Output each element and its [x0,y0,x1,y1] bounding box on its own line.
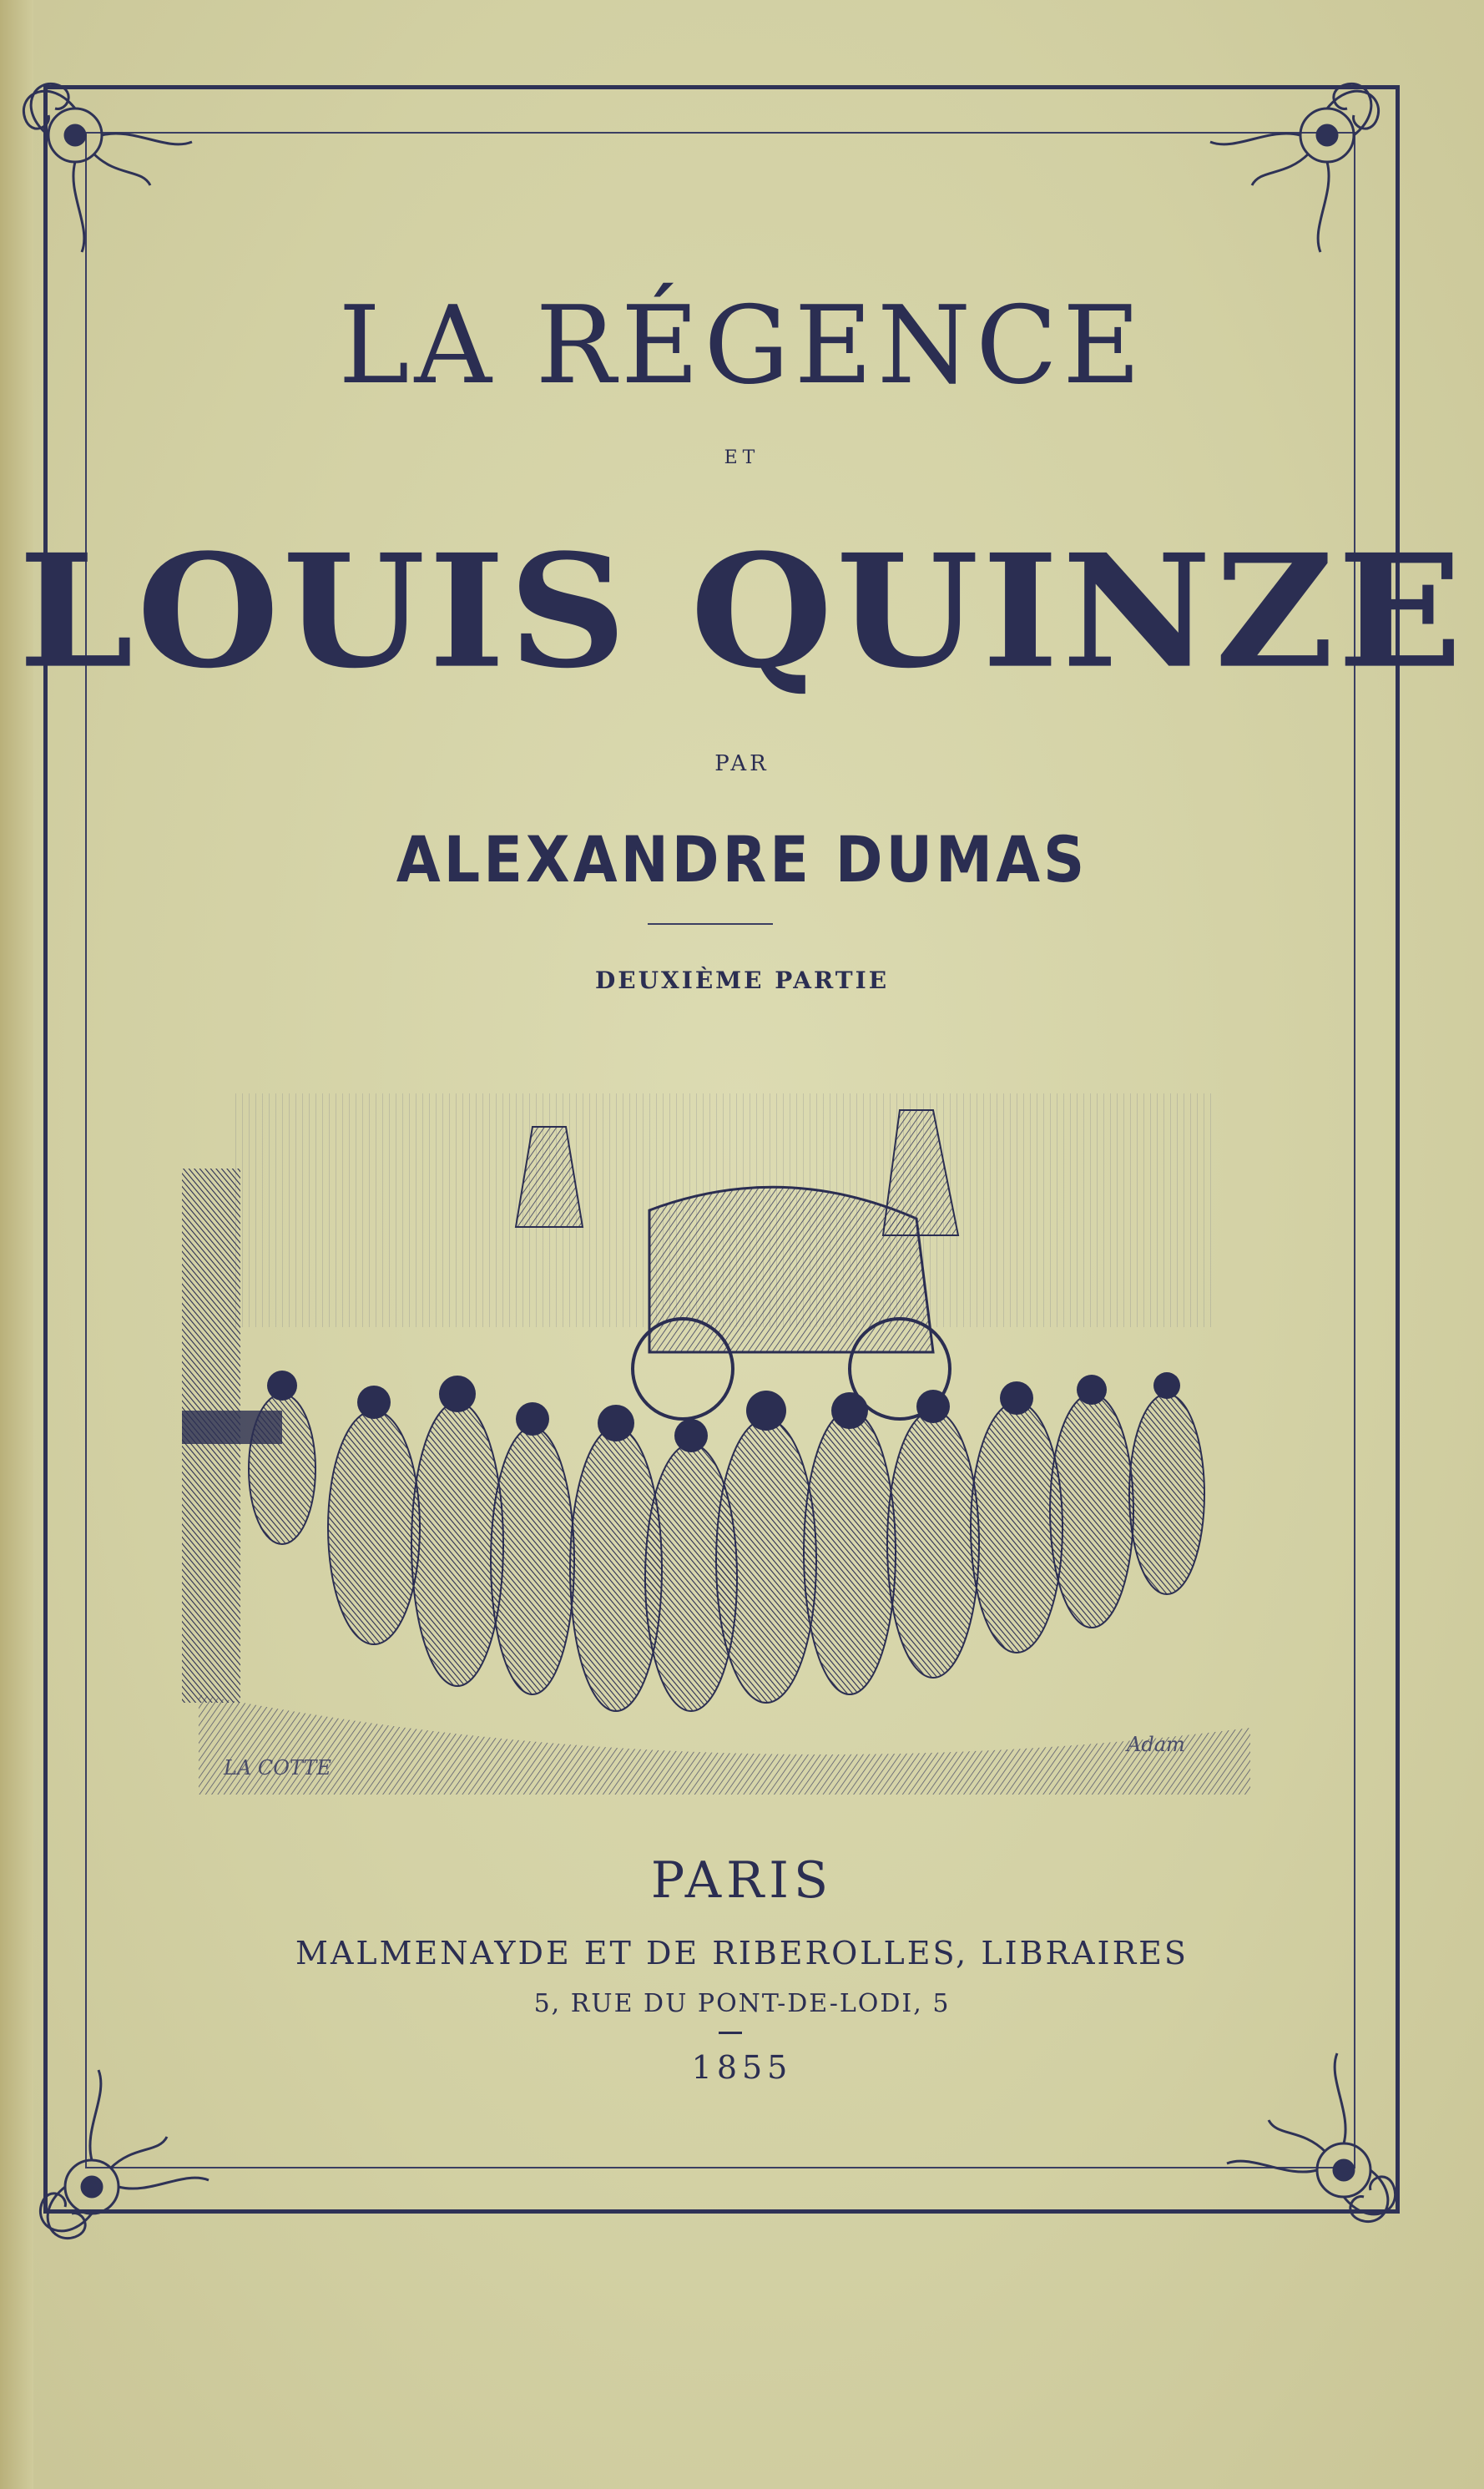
imprint-city: PARIS [650,1851,834,1910]
engraver-signature-left: LA COTTE [224,1756,331,1780]
author-name: ALEXANDRE DUMAS [396,822,1088,896]
divider-rule [648,923,773,925]
title-connector: ET [724,447,760,468]
corner-ornament-bottom-left [17,2062,217,2262]
corner-ornament-top-right [1202,60,1402,260]
crowd-scene-engraving [182,1077,1259,1795]
imprint-address: 5, RUE DU PONT-DE-LODI, 5 [533,1989,951,2018]
byline-par: PAR [714,751,770,776]
imprint-publisher: MALMENAYDE ET DE RIBEROLLES, LIBRAIRES [295,1935,1189,1972]
engraver-signature-right: Adam [1127,1733,1185,1756]
engraved-illustration [182,1077,1259,1795]
title-line-2: LOUIS QUINZE [18,520,1466,704]
imprint-year: 1855 [691,2049,793,2086]
part-label: DEUXIÈME PARTIE [594,967,890,994]
corner-ornament-top-left [0,60,200,260]
short-rule [719,2032,742,2034]
title-line-1: LA RÉGENCE [338,284,1146,408]
